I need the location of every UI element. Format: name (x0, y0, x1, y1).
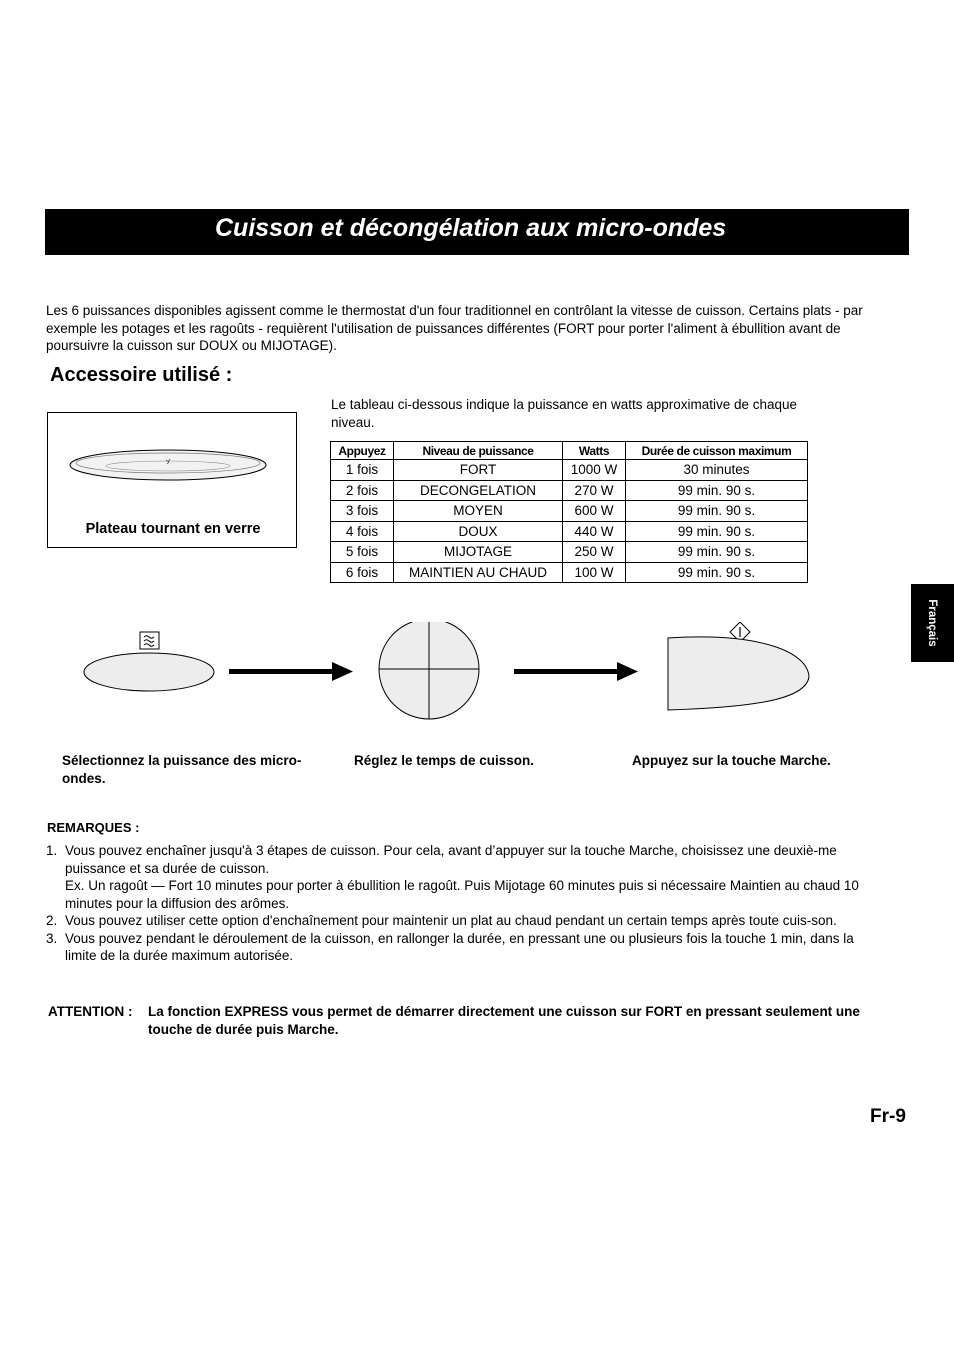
table-cell: 99 min. 90 s. (626, 542, 808, 563)
table-cell: 440 W (563, 521, 626, 542)
list-item-number: 3. (46, 930, 58, 946)
glass-turntable-icon (48, 413, 298, 513)
table-header: Watts (563, 442, 626, 460)
table-header: Appuyez (331, 442, 394, 460)
table-row (331, 521, 808, 542)
table-header: Niveau de puissance (394, 442, 563, 460)
table-cell: 99 min. 90 s. (626, 562, 808, 583)
list-item (46, 930, 886, 965)
accessory-box (47, 412, 297, 548)
table-header-row (331, 442, 808, 460)
table-cell: 99 min. 90 s. (626, 501, 808, 522)
table-cell: 1000 W (563, 460, 626, 481)
table-row (331, 501, 808, 522)
page-title: Cuisson et décongélation aux micro-ondes (215, 214, 727, 242)
power-table (330, 441, 808, 583)
step-caption: Appuyez sur la touche Marche. (632, 753, 831, 768)
list-item-example: Ex. Un ragoût — Fort 10 minutes pour porter à ébullition le ragoût. Puis Mijotage 60 minutes puis si nécessaire Maintien au chaud 10 minutes pour la diffusion des arômes. (65, 878, 859, 911)
list-item-text: Vous pouvez pendant le déroulement de la cuisson, en rallonger la durée, en pressant une ou plusieurs fois la touche 1 min, dans la limite de la durée maximum autorisée. (65, 930, 854, 963)
table-cell: 100 W (563, 562, 626, 583)
table-cell: 99 min. 90 s. (626, 480, 808, 501)
table-cell: 4 fois (331, 521, 394, 542)
step-caption: Réglez le temps de cuisson. (354, 753, 535, 768)
table-cell: 2 fois (331, 480, 394, 501)
title-bar (45, 209, 909, 255)
table-cell: 6 fois (331, 562, 394, 583)
remarks-title: REMARQUES : (47, 820, 140, 835)
list-item-text: Vous pouvez enchaîner jusqu'à 3 étapes de cuisson. Pour cela, avant d’appuyer sur la touche Marche, choisissez une deuxiè-me puissance et sa durée de cuisson. (65, 843, 837, 876)
arrow-right-icon (514, 662, 638, 681)
list-item-number: 1. (46, 843, 58, 858)
table-intro: Le tableau ci-dessous indique la puissance en watts approximative de chaque niveau. (331, 397, 798, 430)
language-tab-label: Français (926, 599, 938, 647)
timer-dial-icon (379, 622, 479, 719)
table-row (331, 480, 808, 501)
attention-text: La fonction EXPRESS vous permet de démarrer directement une cuisson sur FORT en pressant seulement une touche de durée puis Marche. (148, 1004, 860, 1037)
steps-diagram (80, 622, 840, 722)
language-tab (911, 584, 954, 662)
table-cell: 1 fois (331, 460, 394, 481)
table-row (331, 562, 808, 583)
microwave-power-button-icon (84, 632, 214, 691)
table-row (331, 542, 808, 563)
start-button-icon (668, 622, 809, 710)
accessory-label: Plateau tournant en verre (85, 521, 261, 537)
table-cell: 5 fois (331, 542, 394, 563)
list-item-text: Vous pouvez utiliser cette option d'enchaînement pour maintenir un plat au chaud pendant un certain temps après toute cuis-son. (65, 913, 837, 928)
accessory-heading: Accessoire utilisé : (50, 364, 233, 386)
table-cell: MOYEN (394, 501, 563, 522)
intro-paragraph: Les 6 puissances disponibles agissent comme le thermostat d'un four traditionnel en contrôlant la vitesse de cuisson. Certains plats - par exemple les potages et les ragoûts - requièrent l'utilisation de puissances différentes (FORT pour porter l'aliment à ébullition avant de poursuivre la cuisson sur DOUX ou MIJOTAGE). (46, 303, 863, 353)
table-cell: MIJOTAGE (394, 542, 563, 563)
table-cell: 30 minutes (626, 460, 808, 481)
table-cell: 270 W (563, 480, 626, 501)
page-number: Fr-9 (870, 1106, 906, 1127)
table-header: Durée de cuisson maximum (626, 442, 808, 460)
table-cell: DECONGELATION (394, 480, 563, 501)
step-caption: Sélectionnez la puissance des micro-ondes. (62, 753, 302, 786)
table-cell: 99 min. 90 s. (626, 521, 808, 542)
table-cell: FORT (394, 460, 563, 481)
table-row (331, 460, 808, 481)
table-cell: 600 W (563, 501, 626, 522)
list-item (46, 842, 886, 912)
list-item (46, 912, 886, 930)
table-cell: DOUX (394, 521, 563, 542)
table-cell: 3 fois (331, 501, 394, 522)
list-item-number: 2. (46, 913, 58, 928)
attention-label: ATTENTION : (48, 1004, 133, 1019)
table-cell: 250 W (563, 542, 626, 563)
arrow-right-icon (229, 662, 353, 681)
remarks-list (46, 842, 886, 965)
table-cell: MAINTIEN AU CHAUD (394, 562, 563, 583)
